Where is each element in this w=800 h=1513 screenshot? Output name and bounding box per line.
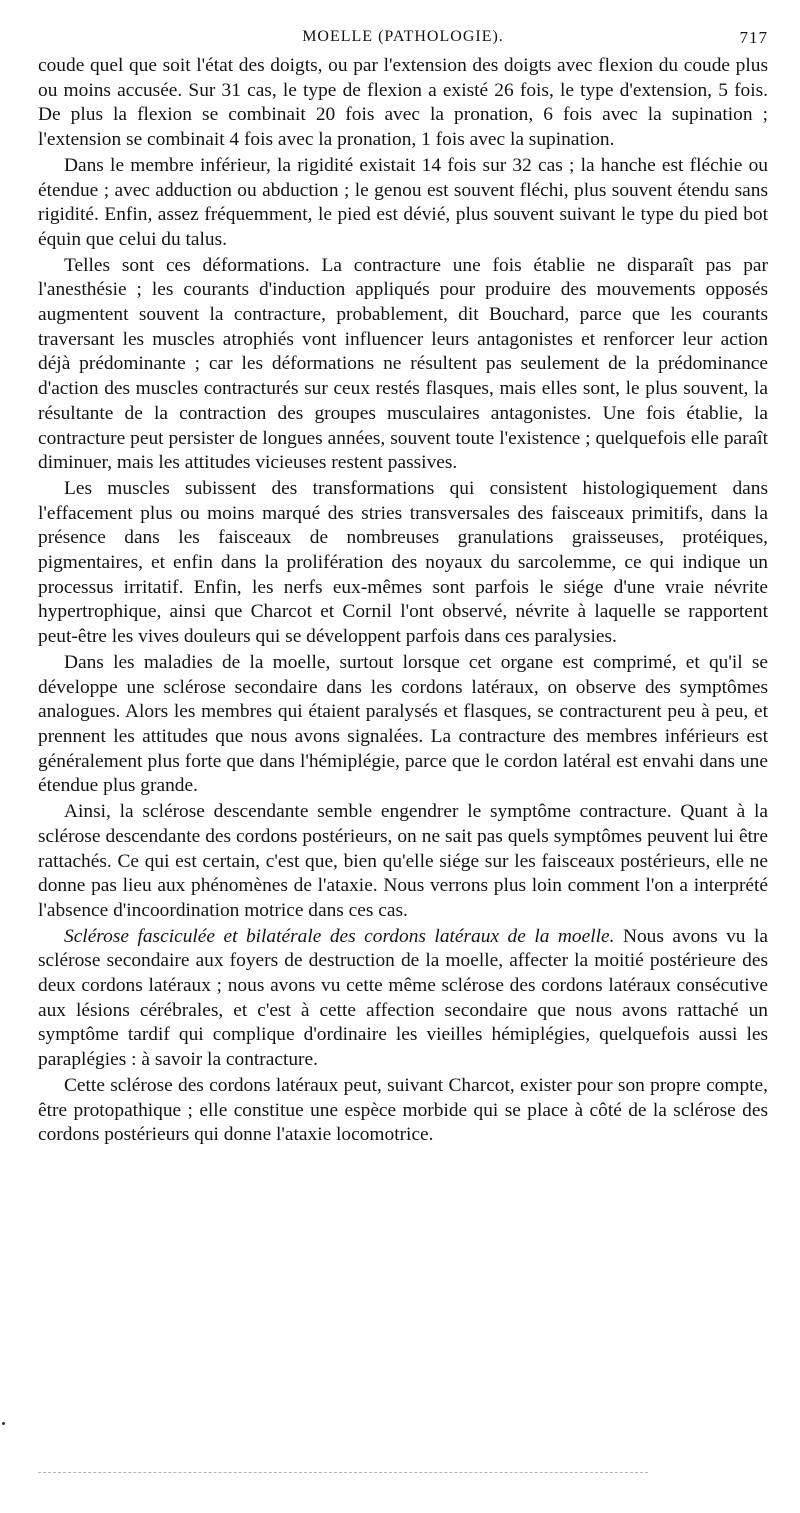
paragraph: Dans les maladies de la moelle, surtout lorsque cet organe est comprimé, et qu'il se développe une sclérose secondaire dans les cordons latéraux, on observe des symptômes analogues. Alors les membres qui étaient paralysés et flasques, se contracturent peu à peu, et prennent les attitudes que nous avons signalées. La contracture des membres inférieurs est généralement plus forte que dans l'hémiplégie, parce que le cordon latéral est envahi dans une étendue plus grande. [38,651,768,797]
section-heading-italic: Sclérose fasciculée et bilatérale des cordons latéraux de la moelle. [64,925,615,947]
paragraph: coude quel que soit l'état des doigts, ou par l'extension des doigts avec flexion du coude plus ou moins accusée. Sur 31 cas, le type de flexion a existé 26 fois, le type d'extension, 5 fois. De plus la flexion se combinait 20 fois avec la pronation, 6 fois avec la supination ; l'extension se combinait 4 fois avec la pronation, 1 fois avec la supination. [38,55,768,151]
paragraph: Les muscles subissent des transformations qui consistent histologiquement dans l'effacement plus ou moins marqué des stries transversales des faisceaux primitifs, dans la présence dans les faisceaux de nombreuses granulations graisseuses, protéiques, pigmentaires, et enfin dans la prolifération des noyaux du sarcolemme, ce qui indique un processus irritatif. Enfin, les nerfs eux-mêmes sont parfois le siége d'une vraie névrite hypertrophique, ainsi que Charcot et Cornil l'ont observé, névrite à laquelle se rapportent peut-être les vives douleurs qui se développent parfois dans ces paralysies. [38,477,768,648]
paragraph: Cette sclérose des cordons latéraux peut, suivant Charcot, exister pour son propre compte, être protopathique ; elle constitue une espèce morbide qui se place à côté de la sclérose des cordons postérieurs qui donne l'ataxie locomotrice. [38,1074,768,1146]
margin-mark [2,1422,5,1425]
page-number: 717 [739,28,768,47]
paragraph-text: Nous avons vu la sclérose secondaire aux foyers de destruction de la moelle, affecter la moitié postérieure des deux cordons latéraux ; nous avons vu cette même sclérose des cordons latéraux consécutive aux lésions cérébrales, et c'est à cette affection secondaire que nous avons rattaché un symptôme tardif qui complique d'ordinaire les vieilles hémiplégies, quelquefois aussi les paraplégies : à savoir la contracture. [38,925,768,1071]
book-page [38,28,768,1149]
paragraph: Dans le membre inférieur, la rigidité existait 14 fois sur 32 cas ; la hanche est fléchie ou étendue ; avec adduction ou abduction ; le genou est souvent fléchi, plus souvent étendu sans rigidité. Enfin, assez fréquemment, le pied est dévié, plus souvent suivant le type du pied bot équin que celui du talus. [38,154,768,250]
footer-rule [38,1472,648,1473]
body-text [38,54,768,1148]
paragraph: Ainsi, la sclérose descendante semble engendrer le symptôme contracture. Quant à la sclérose descendante des cordons postérieurs, on ne sait pas quels symptômes peuvent lui être rattachés. Ce qui est certain, c'est que, bien qu'elle siége sur les faisceaux postérieurs, elle ne donne pas lieu aux phénomènes de l'ataxie. Nous verrons plus loin comment l'on a interprété l'absence d'incoordination motrice dans ces cas. [38,801,768,921]
paragraph [38,925,768,1073]
running-head [38,28,768,54]
page-title: MOELLE (PATHOLOGIE). [302,28,504,45]
paragraph: Telles sont ces déformations. La contracture une fois établie ne disparaît pas par l'anesthésie ; les courants d'induction appliqués pour produire des mouvements opposés augmentent souvent la contracture, probablement, dit Bouchard, parce que les courants traversant les muscles atrophiés vont influencer leurs antagonistes et renforcer leur action déjà prédominante ; car les déformations ne résultent pas seulement de la prédominance d'action des muscles contracturés sur ceux restés flasques, mais elles sont, le plus souvent, la résultante de la contraction des groupes musculaires antagonistes. Une fois établie, la contracture peut persister de longues années, souvent toute l'existence ; quelquefois elle paraît diminuer, mais les attitudes vicieuses restent passives. [38,254,768,474]
